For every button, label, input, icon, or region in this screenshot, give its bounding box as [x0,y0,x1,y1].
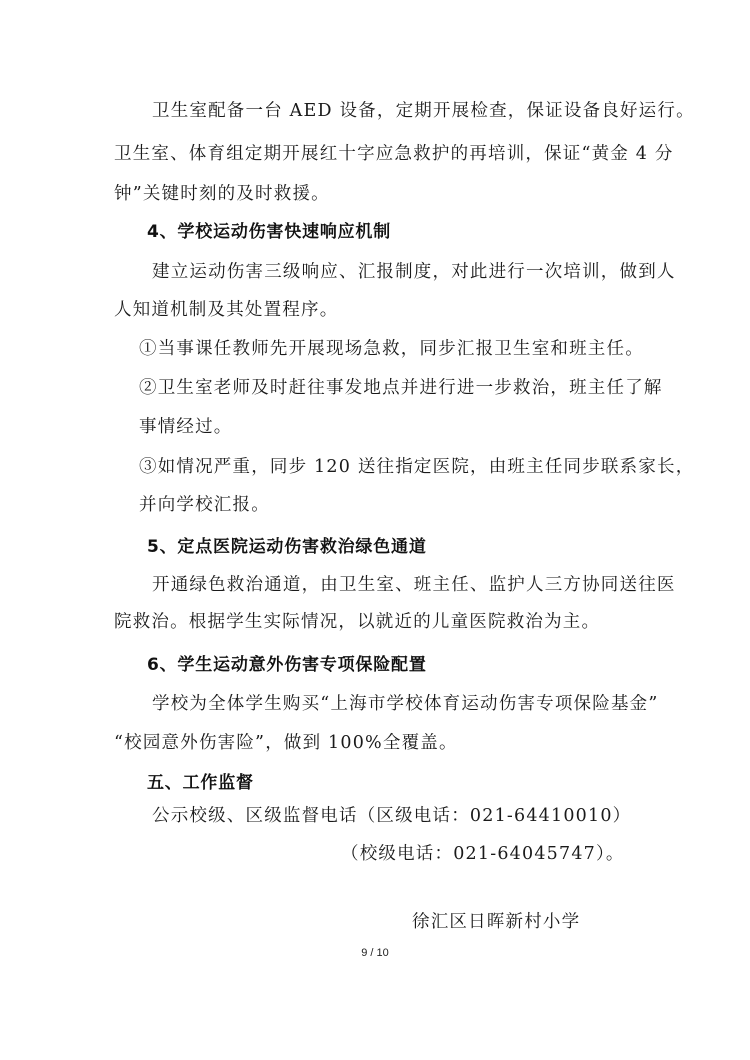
paragraph-line: 学校为全体学生购买“上海市学校体育运动伤害专项保险基金” [152,694,659,714]
paragraph-line: 开通绿色救治通道，由卫生室、班主任、监护人三方协同送往医 [152,575,676,595]
paragraph-line: “校园意外伤害险”，做到 100%全覆盖。 [114,733,458,753]
paragraph-line: 卫生室配备一台 AED 设备，定期开展检查，保证设备良好运行。 [152,101,695,121]
section-heading-6: 6、学生运动意外伤害专项保险配置 [147,655,427,675]
list-item-3: ③如情况严重，同步 120 送往指定医院，由班主任同步联系家长， [139,457,695,477]
signature: 徐汇区日晖新村小学 [412,912,581,932]
paragraph-line: 人知道机制及其处置程序。 [114,300,339,320]
section-heading-5: 5、定点医院运动伤害救治绿色通道 [147,537,427,557]
paragraph-line: 卫生室、体育组定期开展红十字应急救护的再培训，保证“黄金 4 分 [114,144,674,164]
paragraph-line: 钟”关键时刻的及时救援。 [114,184,330,204]
page-number: 9 / 10 [361,947,389,959]
paragraph-line: 院救治。根据学生实际情况，以就近的儿童医院救治为主。 [114,612,601,632]
section-heading-five: 五、工作监督 [147,773,254,793]
paragraph-line: 建立运动伤害三级响应、汇报制度，对此进行一次培训，做到人 [152,262,676,282]
supervision-line: （校级电话：021-64045747）。 [341,844,625,864]
list-item-2: ②卫生室老师及时赶往事发地点并进行进一步救治，班主任了解 [139,378,663,398]
list-item-2-cont: 事情经过。 [139,417,233,437]
list-item-3-cont: 并向学校汇报。 [139,495,270,515]
section-heading-4: 4、学校运动伤害快速响应机制 [147,222,392,242]
supervision-line: 公示校级、区级监督电话（区级电话：021-64410010） [152,806,632,826]
list-item-1: ①当事课任教师先开展现场急救，同步汇报卫生室和班主任。 [139,339,644,359]
